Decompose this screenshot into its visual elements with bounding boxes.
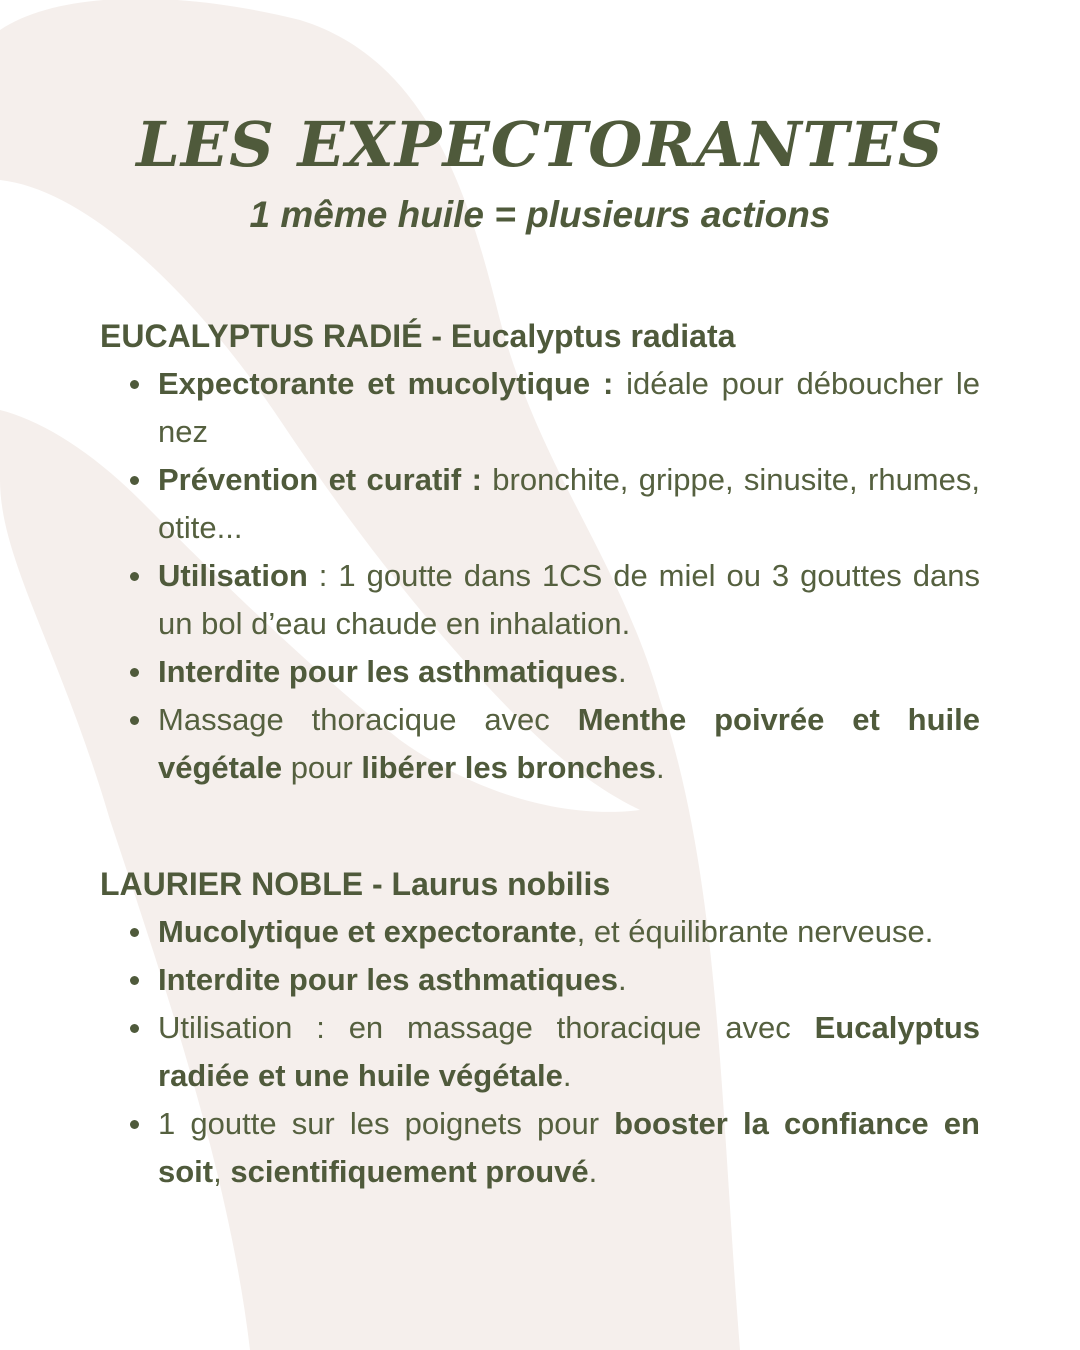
bullet-icon — [130, 928, 139, 937]
section-heading: LAURIER NOBLE - Laurus nobilis — [100, 866, 611, 902]
list-item: Expectorante et mucolytique : idéale pour déboucher le nez — [100, 360, 980, 456]
bullet-icon — [130, 716, 139, 725]
list-item: Massage thoracique avec Menthe poivrée et huile végétale pour libérer les bronches. — [100, 696, 980, 792]
bullet-icon — [130, 380, 139, 389]
bullet-icon — [130, 976, 139, 985]
list-item: Interdite pour les asthmatiques. — [100, 648, 980, 696]
bullet-icon — [130, 1024, 139, 1033]
list-item: Mucolytique et expectorante, et équilibrante nerveuse. — [100, 908, 980, 956]
section-heading: EUCALYPTUS RADIÉ - Eucalyptus radiata — [100, 318, 736, 354]
page-subtitle: 1 même huile = plusieurs actions — [249, 194, 831, 235]
page-title: LES EXPECTORANTES — [136, 108, 944, 181]
bullet-icon — [130, 668, 139, 677]
bullet-list — [100, 908, 980, 1196]
list-item: Utilisation : en massage thoracique avec Eucalyptus radiée et une huile végétale. — [100, 1004, 980, 1100]
list-item: Utilisation : 1 goutte dans 1CS de miel ou 3 gouttes dans un bol d’eau chaude en inhalation. — [100, 552, 980, 648]
bullet-icon — [130, 572, 139, 581]
bullet-icon — [130, 1120, 139, 1129]
list-item: Prévention et curatif : bronchite, grippe, sinusite, rhumes, otite... — [100, 456, 980, 552]
list-item: Interdite pour les asthmatiques. — [100, 956, 980, 1004]
list-item: 1 goutte sur les poignets pour booster la confiance en soit, scientifiquement prouvé. — [100, 1100, 980, 1196]
section-eucalyptus — [100, 314, 980, 792]
section-laurier — [100, 862, 980, 1196]
bullet-icon — [130, 476, 139, 485]
bullet-list — [100, 360, 980, 792]
